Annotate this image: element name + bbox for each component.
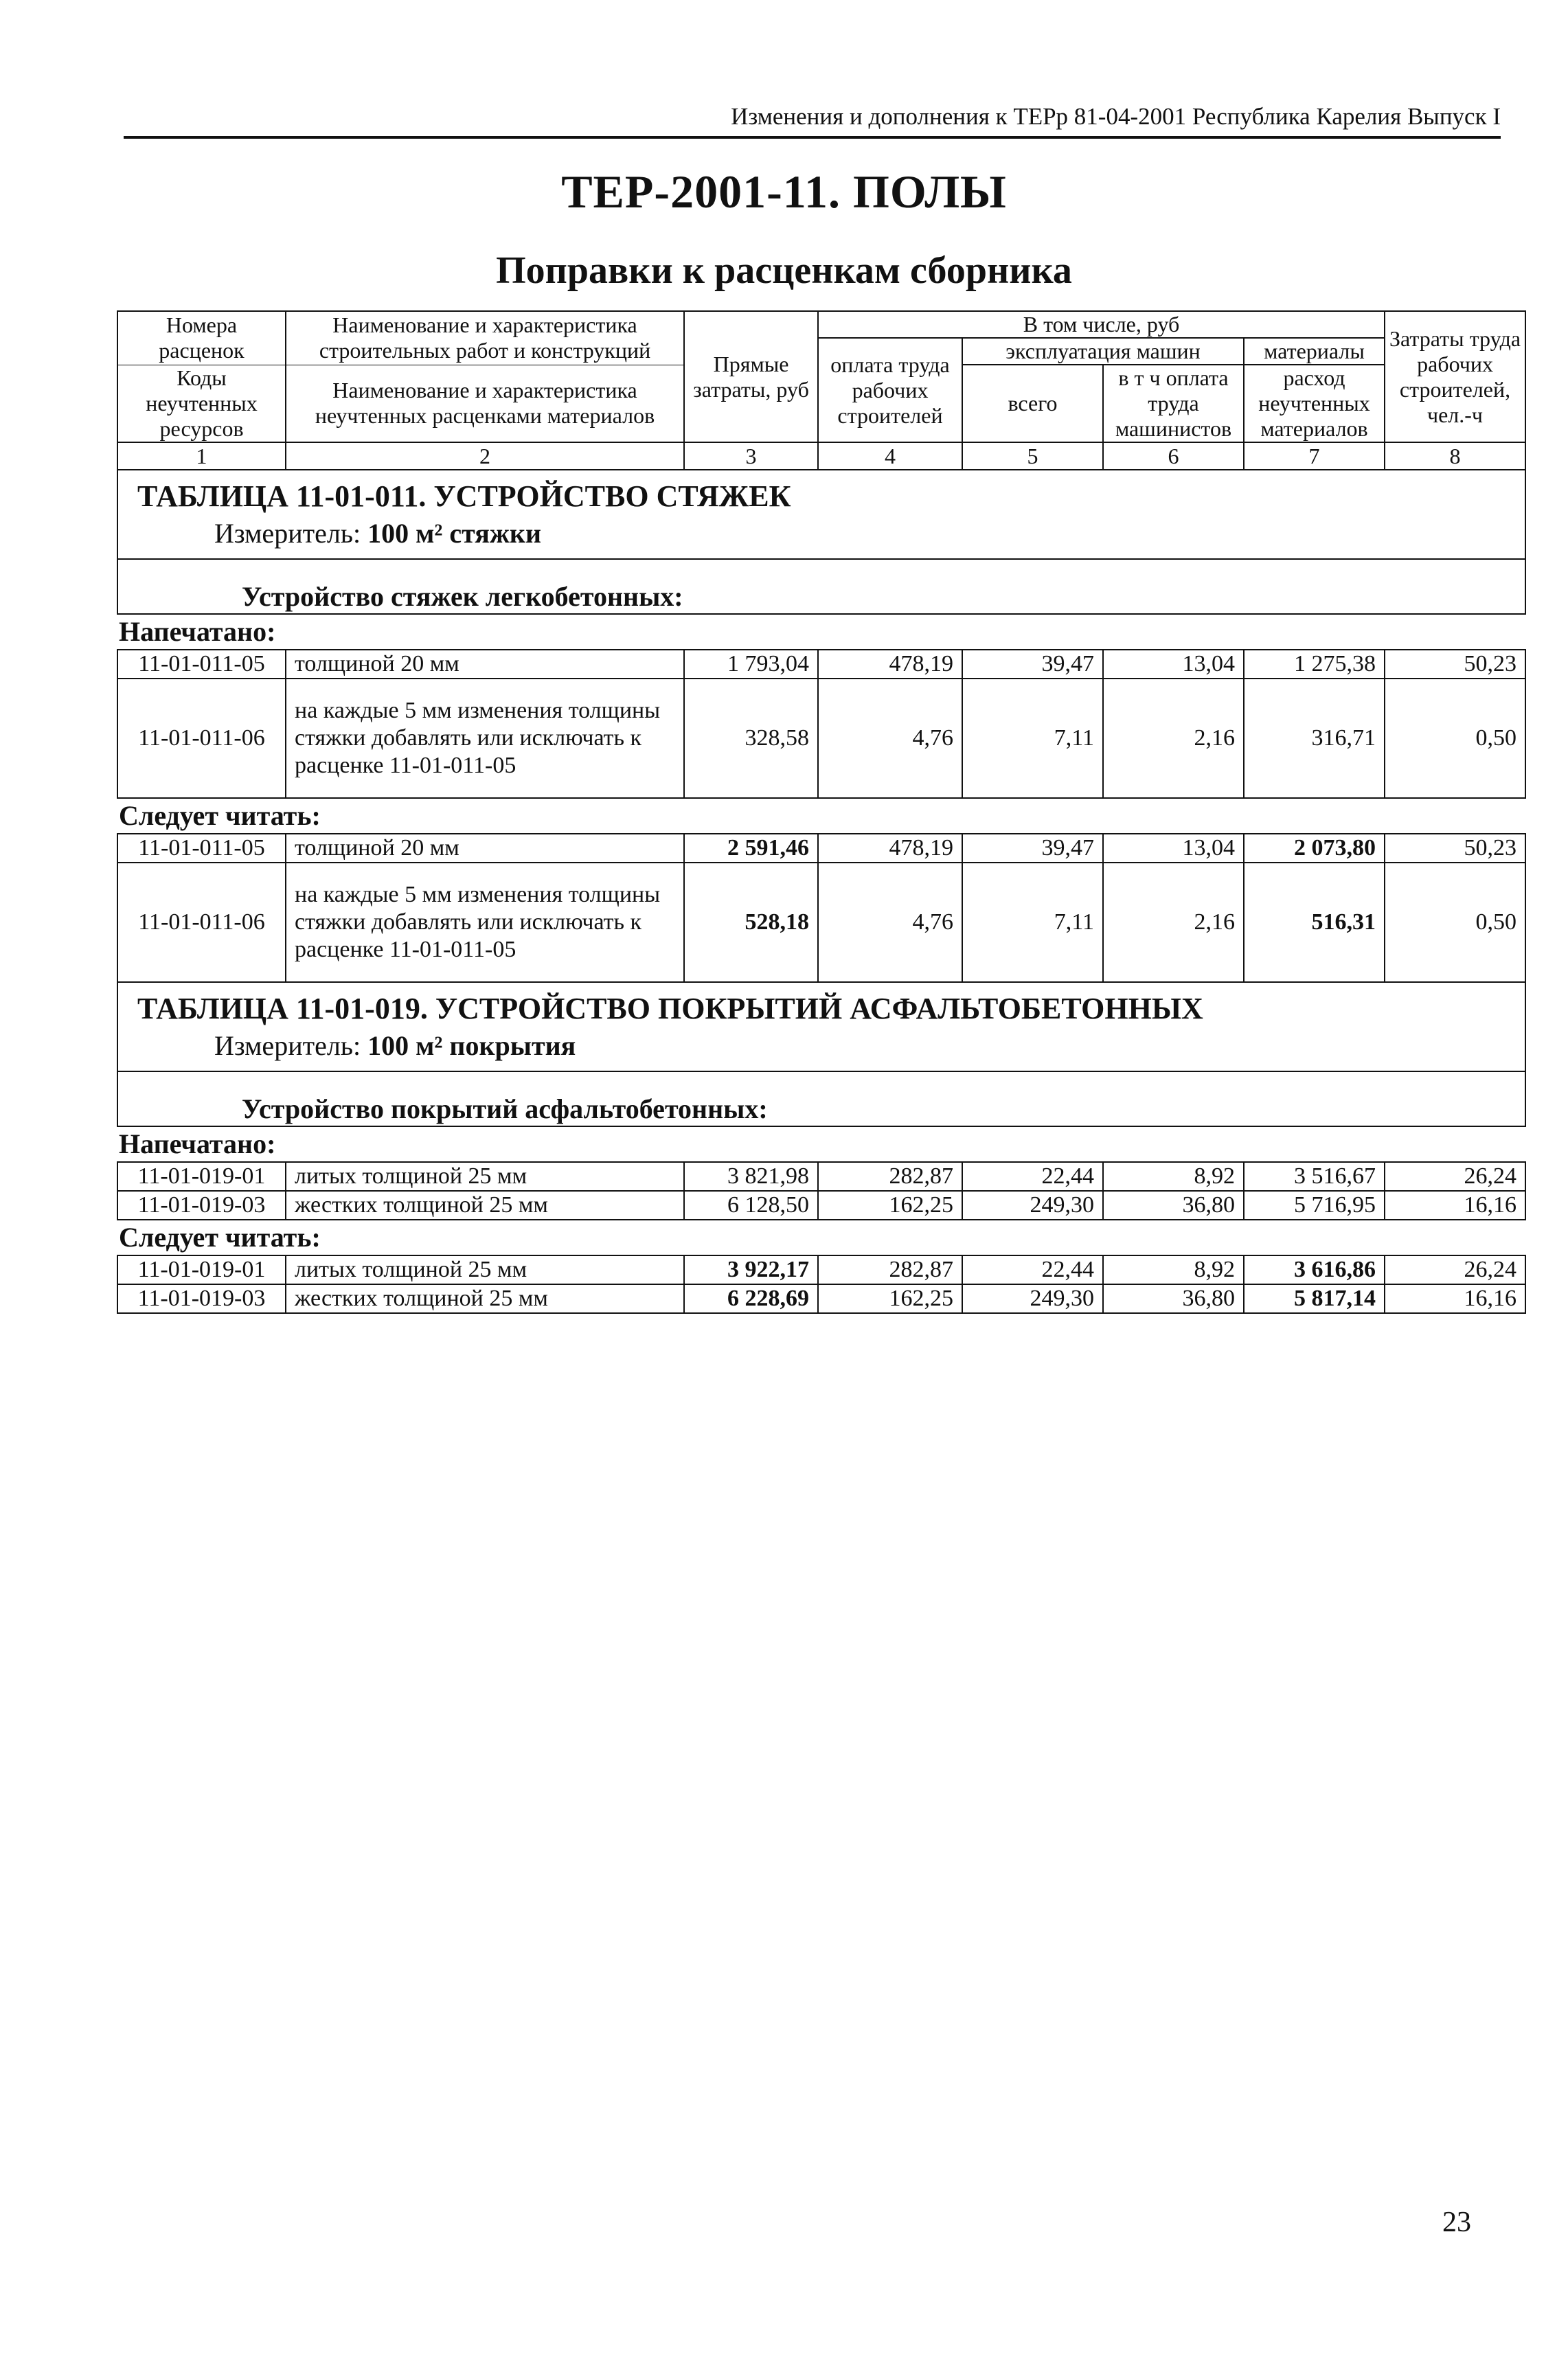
materials-cost: 516,31 — [1244, 863, 1385, 982]
labor-cost: 478,19 — [818, 834, 962, 863]
rate-code: 11-01-011-06 — [117, 863, 286, 982]
col-oplata: оплата труда рабочих строителей — [818, 338, 962, 442]
rate-name: толщиной 20 мм — [286, 834, 684, 863]
page-number: 23 — [1442, 2207, 1471, 2238]
labor-hours: 0,50 — [1385, 679, 1525, 798]
table-row — [117, 679, 1525, 798]
col-vtch: в т ч оплата труда машинистов — [1103, 365, 1244, 442]
table-row — [117, 1191, 1525, 1220]
labor-hours: 16,16 — [1385, 1284, 1525, 1313]
direct-cost: 3 922,17 — [684, 1255, 818, 1284]
col-number: 5 — [962, 442, 1103, 470]
page-title: ТЕР-2001-11. ПОЛЫ — [561, 166, 1007, 218]
col-number: 8 — [1385, 442, 1525, 470]
amendments-table — [117, 310, 1526, 1314]
labor-hours: 0,50 — [1385, 863, 1525, 982]
machines-cost: 22,44 — [962, 1162, 1103, 1191]
rate-code: 11-01-011-05 — [117, 834, 286, 863]
col-naim-neuchet: Наименование и характеристика неучтенных расценками материалов — [286, 365, 684, 442]
header-rule — [124, 136, 1501, 139]
machinists-cost: 13,04 — [1103, 650, 1244, 679]
col-vsego: всего — [962, 365, 1103, 442]
direct-cost: 528,18 — [684, 863, 818, 982]
table-row — [117, 1284, 1525, 1313]
direct-cost: 3 821,98 — [684, 1162, 818, 1191]
materials-cost: 316,71 — [1244, 679, 1385, 798]
col-number: 4 — [818, 442, 962, 470]
table-name: ТАБЛИЦА 11-01-019. УСТРОЙСТВО ПОКРЫТИЙ АСФАЛЬТОБЕТОННЫХ — [137, 992, 1203, 1025]
col-ekspluatacia: эксплуатация машин — [962, 338, 1244, 365]
table-row — [117, 650, 1525, 679]
direct-cost: 6 128,50 — [684, 1191, 818, 1220]
page-subtitle: Поправки к расценкам сборника — [496, 249, 1072, 292]
col-zatraty: Затраты труда рабочих строителей, чел.-ч — [1385, 311, 1525, 442]
unit-value: 100 м² покрытия — [367, 1030, 576, 1061]
machinists-cost: 2,16 — [1103, 679, 1244, 798]
labor-cost: 162,25 — [818, 1191, 962, 1220]
rate-name: на каждые 5 мм изменения толщины стяжки добавлять или исключать к расценке 11-01-011-05 — [286, 863, 684, 982]
materials-cost: 1 275,38 — [1244, 650, 1385, 679]
direct-cost: 6 228,69 — [684, 1284, 818, 1313]
labor-cost: 478,19 — [818, 650, 962, 679]
col-number: 6 — [1103, 442, 1244, 470]
subheading: Устройство стяжек легкобетонных: — [117, 559, 1525, 614]
machines-cost: 39,47 — [962, 834, 1103, 863]
machinists-cost: 13,04 — [1103, 834, 1244, 863]
rate-code: 11-01-019-03 — [117, 1284, 286, 1313]
col-v-tom-chisle: В том числе, руб — [818, 311, 1385, 338]
materials-cost: 5 716,95 — [1244, 1191, 1385, 1220]
unit-label: Измеритель: — [214, 1030, 361, 1061]
machinists-cost: 8,92 — [1103, 1255, 1244, 1284]
direct-cost: 1 793,04 — [684, 650, 818, 679]
col-naim: Наименование и характеристика строительных работ и конструкций — [286, 311, 684, 365]
table-section-header — [117, 982, 1525, 1071]
read-label: Следует читать: — [119, 800, 321, 831]
labor-hours: 16,16 — [1385, 1191, 1525, 1220]
rate-name: литых толщиной 25 мм — [286, 1162, 684, 1191]
col-pryamye: Прямые затраты, руб — [684, 311, 818, 442]
printed-label: Напечатано: — [119, 1128, 276, 1159]
rate-name: на каждые 5 мм изменения толщины стяжки добавлять или исключать к расценке 11-01-011-05 — [286, 679, 684, 798]
table-name: ТАБЛИЦА 11-01-011. УСТРОЙСТВО СТЯЖЕК — [137, 479, 791, 513]
col-kody: Коды неучтенных ресурсов — [117, 365, 286, 442]
table-row — [117, 863, 1525, 982]
col-number: 1 — [117, 442, 286, 470]
labor-cost: 282,87 — [818, 1162, 962, 1191]
labor-cost: 4,76 — [818, 679, 962, 798]
unit-line — [137, 516, 1505, 551]
read-label: Следует читать: — [119, 1222, 321, 1253]
labor-hours: 50,23 — [1385, 650, 1525, 679]
machines-cost: 7,11 — [962, 679, 1103, 798]
rate-code: 11-01-011-06 — [117, 679, 286, 798]
col-raskhod: расход неучтенных материалов — [1244, 365, 1385, 442]
labor-hours: 26,24 — [1385, 1255, 1525, 1284]
machinists-cost: 36,80 — [1103, 1284, 1244, 1313]
materials-cost: 3 616,86 — [1244, 1255, 1385, 1284]
unit-line — [137, 1028, 1505, 1064]
unit-label: Измеритель: — [214, 518, 361, 549]
table-row — [117, 834, 1525, 863]
materials-cost: 5 817,14 — [1244, 1284, 1385, 1313]
col-materialy: материалы — [1244, 338, 1385, 365]
machines-cost: 7,11 — [962, 863, 1103, 982]
machines-cost: 249,30 — [962, 1191, 1103, 1220]
rate-name: толщиной 20 мм — [286, 650, 684, 679]
table-section-header — [117, 470, 1525, 559]
labor-cost: 4,76 — [818, 863, 962, 982]
col-number: 3 — [684, 442, 818, 470]
rate-code: 11-01-011-05 — [117, 650, 286, 679]
table-row — [117, 1255, 1525, 1284]
labor-cost: 162,25 — [818, 1284, 962, 1313]
subheading: Устройство покрытий асфальтобетонных: — [117, 1071, 1525, 1126]
machinists-cost: 36,80 — [1103, 1191, 1244, 1220]
rate-name: жестких толщиной 25 мм — [286, 1191, 684, 1220]
labor-hours: 26,24 — [1385, 1162, 1525, 1191]
rate-code: 11-01-019-03 — [117, 1191, 286, 1220]
document-header: Изменения и дополнения к ТЕРр 81-04-2001 Республика Карелия Выпуск I — [731, 103, 1501, 130]
direct-cost: 328,58 — [684, 679, 818, 798]
materials-cost: 3 516,67 — [1244, 1162, 1385, 1191]
machines-cost: 22,44 — [962, 1255, 1103, 1284]
rate-code: 11-01-019-01 — [117, 1162, 286, 1191]
printed-label: Напечатано: — [119, 616, 276, 647]
unit-value: 100 м² стяжки — [367, 518, 542, 549]
materials-cost: 2 073,80 — [1244, 834, 1385, 863]
rate-name: литых толщиной 25 мм — [286, 1255, 684, 1284]
direct-cost: 2 591,46 — [684, 834, 818, 863]
rate-name: жестких толщиной 25 мм — [286, 1284, 684, 1313]
labor-cost: 282,87 — [818, 1255, 962, 1284]
machines-cost: 249,30 — [962, 1284, 1103, 1313]
machinists-cost: 2,16 — [1103, 863, 1244, 982]
col-nomera: Номера расценок — [117, 311, 286, 365]
machinists-cost: 8,92 — [1103, 1162, 1244, 1191]
rate-code: 11-01-019-01 — [117, 1255, 286, 1284]
col-number: 2 — [286, 442, 684, 470]
table-row — [117, 1162, 1525, 1191]
col-number: 7 — [1244, 442, 1385, 470]
machines-cost: 39,47 — [962, 650, 1103, 679]
labor-hours: 50,23 — [1385, 834, 1525, 863]
